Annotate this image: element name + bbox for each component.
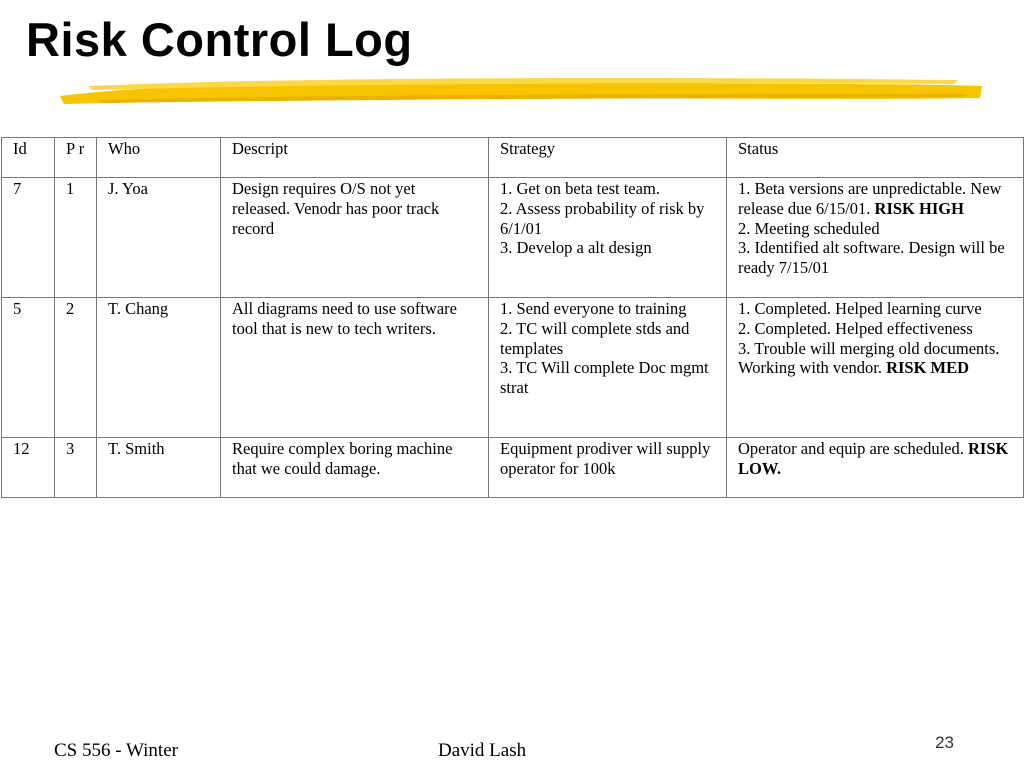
header-id: Id — [2, 138, 55, 178]
header-priority: P r — [55, 138, 97, 178]
header-descript: Descript — [221, 138, 489, 178]
cell-status — [727, 178, 1024, 298]
cell-who: T. Smith — [97, 438, 221, 498]
title-highlight-stroke — [58, 74, 984, 106]
footer-course: CS 556 - Winter — [54, 740, 178, 761]
strategy-line: Equipment prodiver will supply operator for 100k — [500, 439, 711, 478]
strategy-line: 2. Assess probability of risk by 6/1/01 — [500, 198, 705, 238]
status-line: 2. Meeting scheduled — [738, 218, 880, 238]
cell-id: 7 — [2, 178, 55, 298]
cell-id: 5 — [2, 298, 55, 438]
strategy-line: 1. Send everyone to training — [500, 299, 687, 318]
table-row — [2, 178, 1024, 298]
risk-badge: RISK HIGH — [874, 198, 964, 218]
strategy-line: 1. Get on beta test team. — [500, 179, 660, 198]
risk-badge: RISK MED — [886, 358, 970, 378]
table-header-row — [2, 138, 1024, 178]
risk-badge: RISK LOW. — [738, 439, 1009, 478]
header-status: Status — [727, 138, 1024, 178]
status-line — [738, 339, 1012, 379]
cell-priority: 3 — [55, 438, 97, 498]
status-text: 3. Trouble will merging old documents. Working with vendor. — [738, 338, 1000, 378]
status-line — [738, 179, 1012, 219]
page-number: 23 — [935, 733, 954, 752]
cell-priority: 2 — [55, 298, 97, 438]
cell-strategy — [489, 298, 727, 438]
strategy-line: 3. Develop a alt design — [500, 238, 652, 258]
cell-who: J. Yoa — [97, 178, 221, 298]
strategy-line: 2. TC will complete stds and templates — [500, 318, 690, 358]
status-text: Operator and equip are scheduled. — [738, 439, 968, 458]
cell-who: T. Chang — [97, 298, 221, 438]
footer-author: David Lash — [438, 740, 527, 761]
status-line: 2. Completed. Helped effectiveness — [738, 318, 973, 338]
risk-control-table — [1, 137, 1024, 498]
cell-descript: Require complex boring machine that we could damage. — [221, 438, 489, 498]
cell-priority: 1 — [55, 178, 97, 298]
cell-status — [727, 298, 1024, 438]
cell-strategy — [489, 178, 727, 298]
header-strategy: Strategy — [489, 138, 727, 178]
table-row — [2, 298, 1024, 438]
slide-title: Risk Control Log — [26, 13, 413, 66]
strategy-line: 3. TC Will complete Doc mgmt strat — [500, 358, 709, 398]
status-line — [738, 439, 1012, 479]
cell-descript: Design requires O/S not yet released. Venodr has poor track record — [221, 178, 489, 298]
cell-id: 12 — [2, 438, 55, 498]
cell-strategy — [489, 438, 727, 498]
cell-descript: All diagrams need to use software tool that is new to tech writers. — [221, 298, 489, 438]
table-row — [2, 438, 1024, 498]
status-text: 1. Beta versions are unpredictable. New release due 6/15/01. — [738, 179, 1002, 218]
cell-status — [727, 438, 1024, 498]
status-line: 1. Completed. Helped learning curve — [738, 299, 982, 318]
status-line: 3. Identified alt software. Design will be ready 7/15/01 — [738, 238, 1005, 278]
header-who: Who — [97, 138, 221, 178]
